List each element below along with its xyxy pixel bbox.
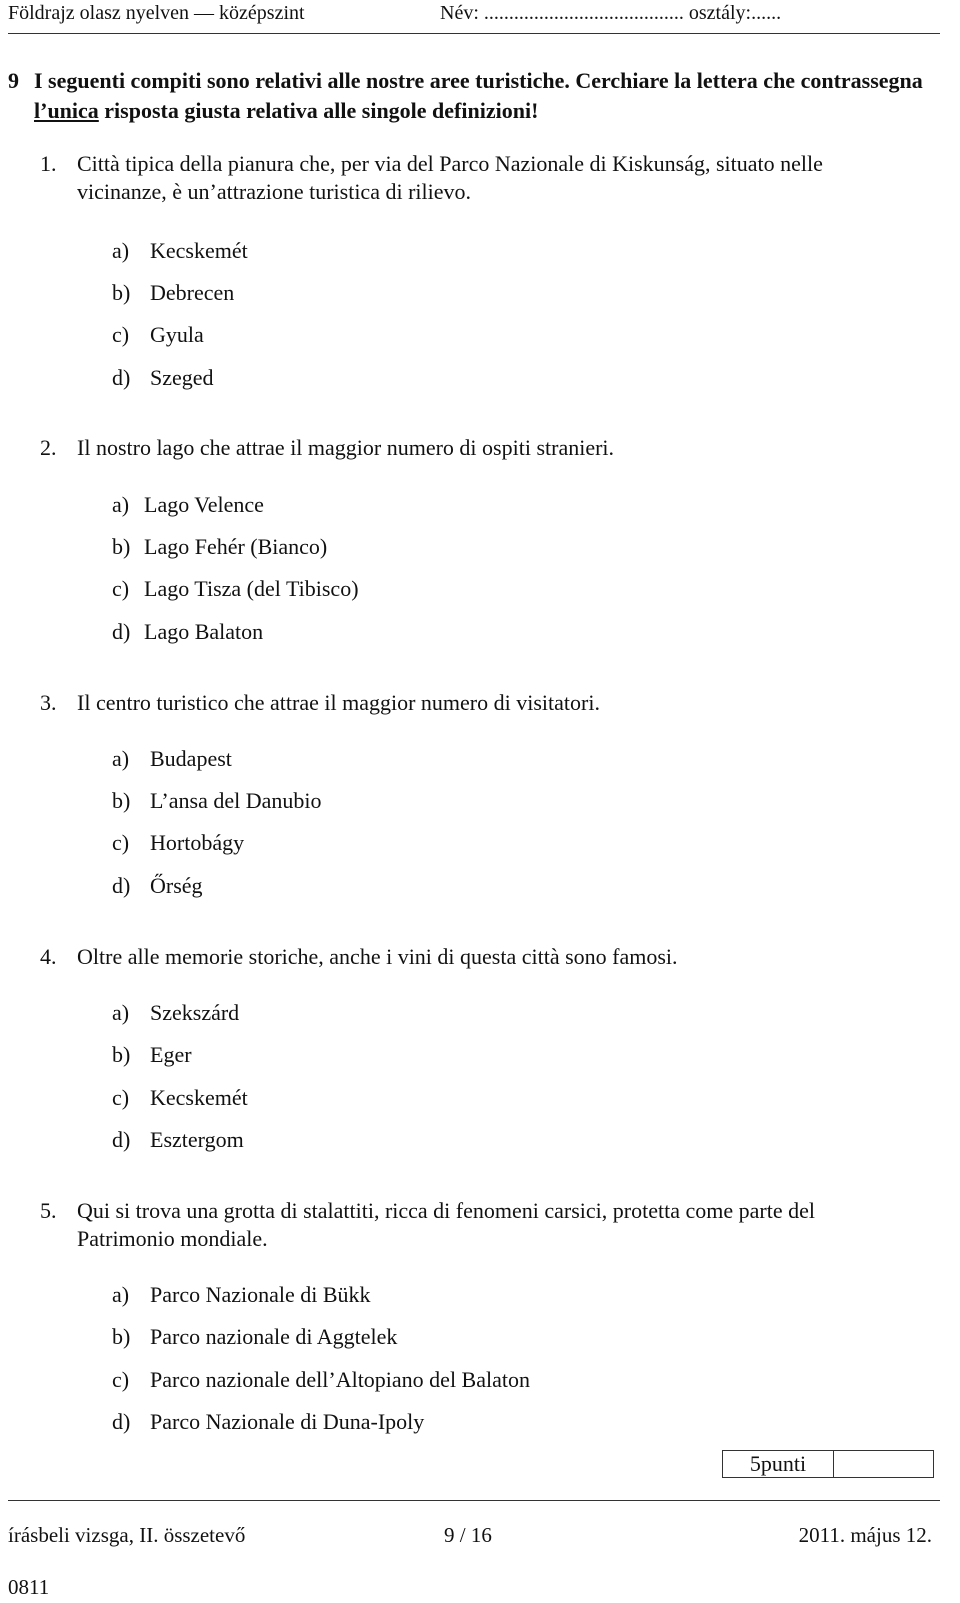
option-3c[interactable] bbox=[112, 829, 244, 857]
option-letter[interactable]: b) bbox=[112, 788, 131, 813]
option-text: Gyula bbox=[150, 322, 204, 347]
option-text: Őrség bbox=[150, 873, 203, 898]
header-divider bbox=[8, 33, 940, 34]
question-number: 1. bbox=[40, 151, 57, 176]
instruction-text-end: risposta giusta relativa alle singole definizioni! bbox=[98, 98, 539, 123]
option-letter[interactable]: a) bbox=[112, 746, 130, 771]
task-instruction bbox=[34, 66, 924, 126]
option-text: Parco nazionale dell’Altopiano del Balaton bbox=[150, 1367, 530, 1392]
option-2a[interactable] bbox=[112, 491, 264, 519]
option-text: Esztergom bbox=[150, 1127, 244, 1152]
exam-subject: Földrajz olasz nyelven — középszint bbox=[8, 2, 305, 24]
option-text: Parco Nazionale di Bükk bbox=[150, 1282, 371, 1307]
option-letter[interactable]: a) bbox=[112, 492, 130, 517]
option-letter[interactable]: a) bbox=[112, 1000, 130, 1025]
option-text: Debrecen bbox=[150, 280, 235, 305]
student-name-class-field[interactable]: Név: ........................................ osztály:...... bbox=[440, 2, 782, 24]
option-letter[interactable]: d) bbox=[112, 873, 131, 898]
max-points-label: 5punti bbox=[723, 1451, 834, 1477]
option-letter[interactable]: c) bbox=[112, 1085, 130, 1110]
option-3b[interactable] bbox=[112, 787, 321, 815]
option-text: Lago Velence bbox=[144, 492, 264, 517]
option-text: Kecskemét bbox=[150, 1085, 248, 1110]
option-4c[interactable] bbox=[112, 1084, 248, 1112]
option-letter[interactable]: a) bbox=[112, 238, 130, 263]
option-5d[interactable] bbox=[112, 1408, 424, 1436]
option-text: Parco Nazionale di Duna-Ipoly bbox=[150, 1409, 425, 1434]
option-2d[interactable] bbox=[112, 618, 263, 646]
option-letter[interactable]: b) bbox=[112, 1042, 131, 1067]
option-1b[interactable] bbox=[112, 279, 234, 307]
question-number: 3. bbox=[40, 690, 57, 715]
question-number: 5. bbox=[40, 1198, 57, 1223]
score-box bbox=[722, 1450, 934, 1478]
question-text: Qui si trova una grotta di stalattiti, ricca di fenomeni carsici, protetta come parte del Patrimonio mondiale. bbox=[77, 1198, 815, 1251]
option-4d[interactable] bbox=[112, 1126, 244, 1154]
option-4a[interactable] bbox=[112, 999, 239, 1027]
task-number: 9 bbox=[8, 68, 19, 93]
option-5b[interactable] bbox=[112, 1323, 397, 1351]
option-letter[interactable]: d) bbox=[112, 1409, 131, 1434]
option-text: Kecskemét bbox=[150, 238, 248, 263]
page-header bbox=[8, 0, 932, 30]
option-3d[interactable] bbox=[112, 872, 203, 900]
option-letter[interactable]: b) bbox=[112, 280, 131, 305]
option-text: Parco nazionale di Aggtelek bbox=[150, 1324, 398, 1349]
option-letter[interactable]: a) bbox=[112, 1282, 130, 1307]
option-2c[interactable] bbox=[112, 575, 359, 603]
option-letter[interactable]: c) bbox=[112, 322, 130, 347]
option-1a[interactable] bbox=[112, 237, 248, 265]
option-letter[interactable]: d) bbox=[112, 1127, 131, 1152]
question-number: 4. bbox=[40, 944, 57, 969]
option-text: L’ansa del Danubio bbox=[150, 788, 322, 813]
instruction-underlined: l’unica bbox=[34, 98, 99, 123]
option-text: Lago Tisza (del Tibisco) bbox=[144, 576, 359, 601]
exam-part: írásbeli vizsga, II. összetevő bbox=[8, 1523, 246, 1547]
option-text: Szeged bbox=[150, 365, 214, 390]
option-5c[interactable] bbox=[112, 1366, 530, 1394]
option-text: Eger bbox=[150, 1042, 192, 1067]
option-letter[interactable]: c) bbox=[112, 576, 130, 601]
option-1c[interactable] bbox=[112, 321, 204, 349]
exam-date: 2011. május 12. bbox=[798, 1523, 932, 1547]
option-letter[interactable]: b) bbox=[112, 1324, 131, 1349]
question-text: Oltre alle memorie storiche, anche i vini di questa città sono famosi. bbox=[77, 944, 678, 969]
option-3a[interactable] bbox=[112, 745, 232, 773]
question-text: Il nostro lago che attrae il maggior numero di ospiti stranieri. bbox=[77, 435, 615, 460]
footer-divider bbox=[8, 1500, 940, 1501]
instruction-text: I seguenti compiti sono relativi alle nostre aree turistiche. Cerchiare la lettera che contrassegna bbox=[34, 68, 923, 93]
option-letter[interactable]: b) bbox=[112, 534, 131, 559]
option-4b[interactable] bbox=[112, 1041, 192, 1069]
question-text: Il centro turistico che attrae il maggior numero di visitatori. bbox=[77, 690, 600, 715]
option-letter[interactable]: d) bbox=[112, 619, 131, 644]
option-text: Budapest bbox=[150, 746, 232, 771]
option-text: Hortobágy bbox=[150, 830, 245, 855]
score-entry-field[interactable] bbox=[835, 1451, 933, 1477]
option-letter[interactable]: c) bbox=[112, 830, 130, 855]
question-number: 2. bbox=[40, 435, 57, 460]
option-2b[interactable] bbox=[112, 533, 327, 561]
option-1d[interactable] bbox=[112, 364, 214, 392]
option-text: Lago Balaton bbox=[144, 619, 264, 644]
option-text: Lago Fehér (Bianco) bbox=[144, 534, 328, 559]
option-text: Szekszárd bbox=[150, 1000, 240, 1025]
option-letter[interactable]: c) bbox=[112, 1367, 130, 1392]
option-letter[interactable]: d) bbox=[112, 365, 131, 390]
option-5a[interactable] bbox=[112, 1281, 371, 1309]
page-number: 9 / 16 bbox=[444, 1523, 492, 1547]
exam-code: 0811 bbox=[8, 1575, 50, 1599]
question-text: Città tipica della pianura che, per via del Parco Nazionale di Kiskunság, situato nelle vicinanze, è un’attrazione turistica di rilievo. bbox=[77, 151, 823, 204]
